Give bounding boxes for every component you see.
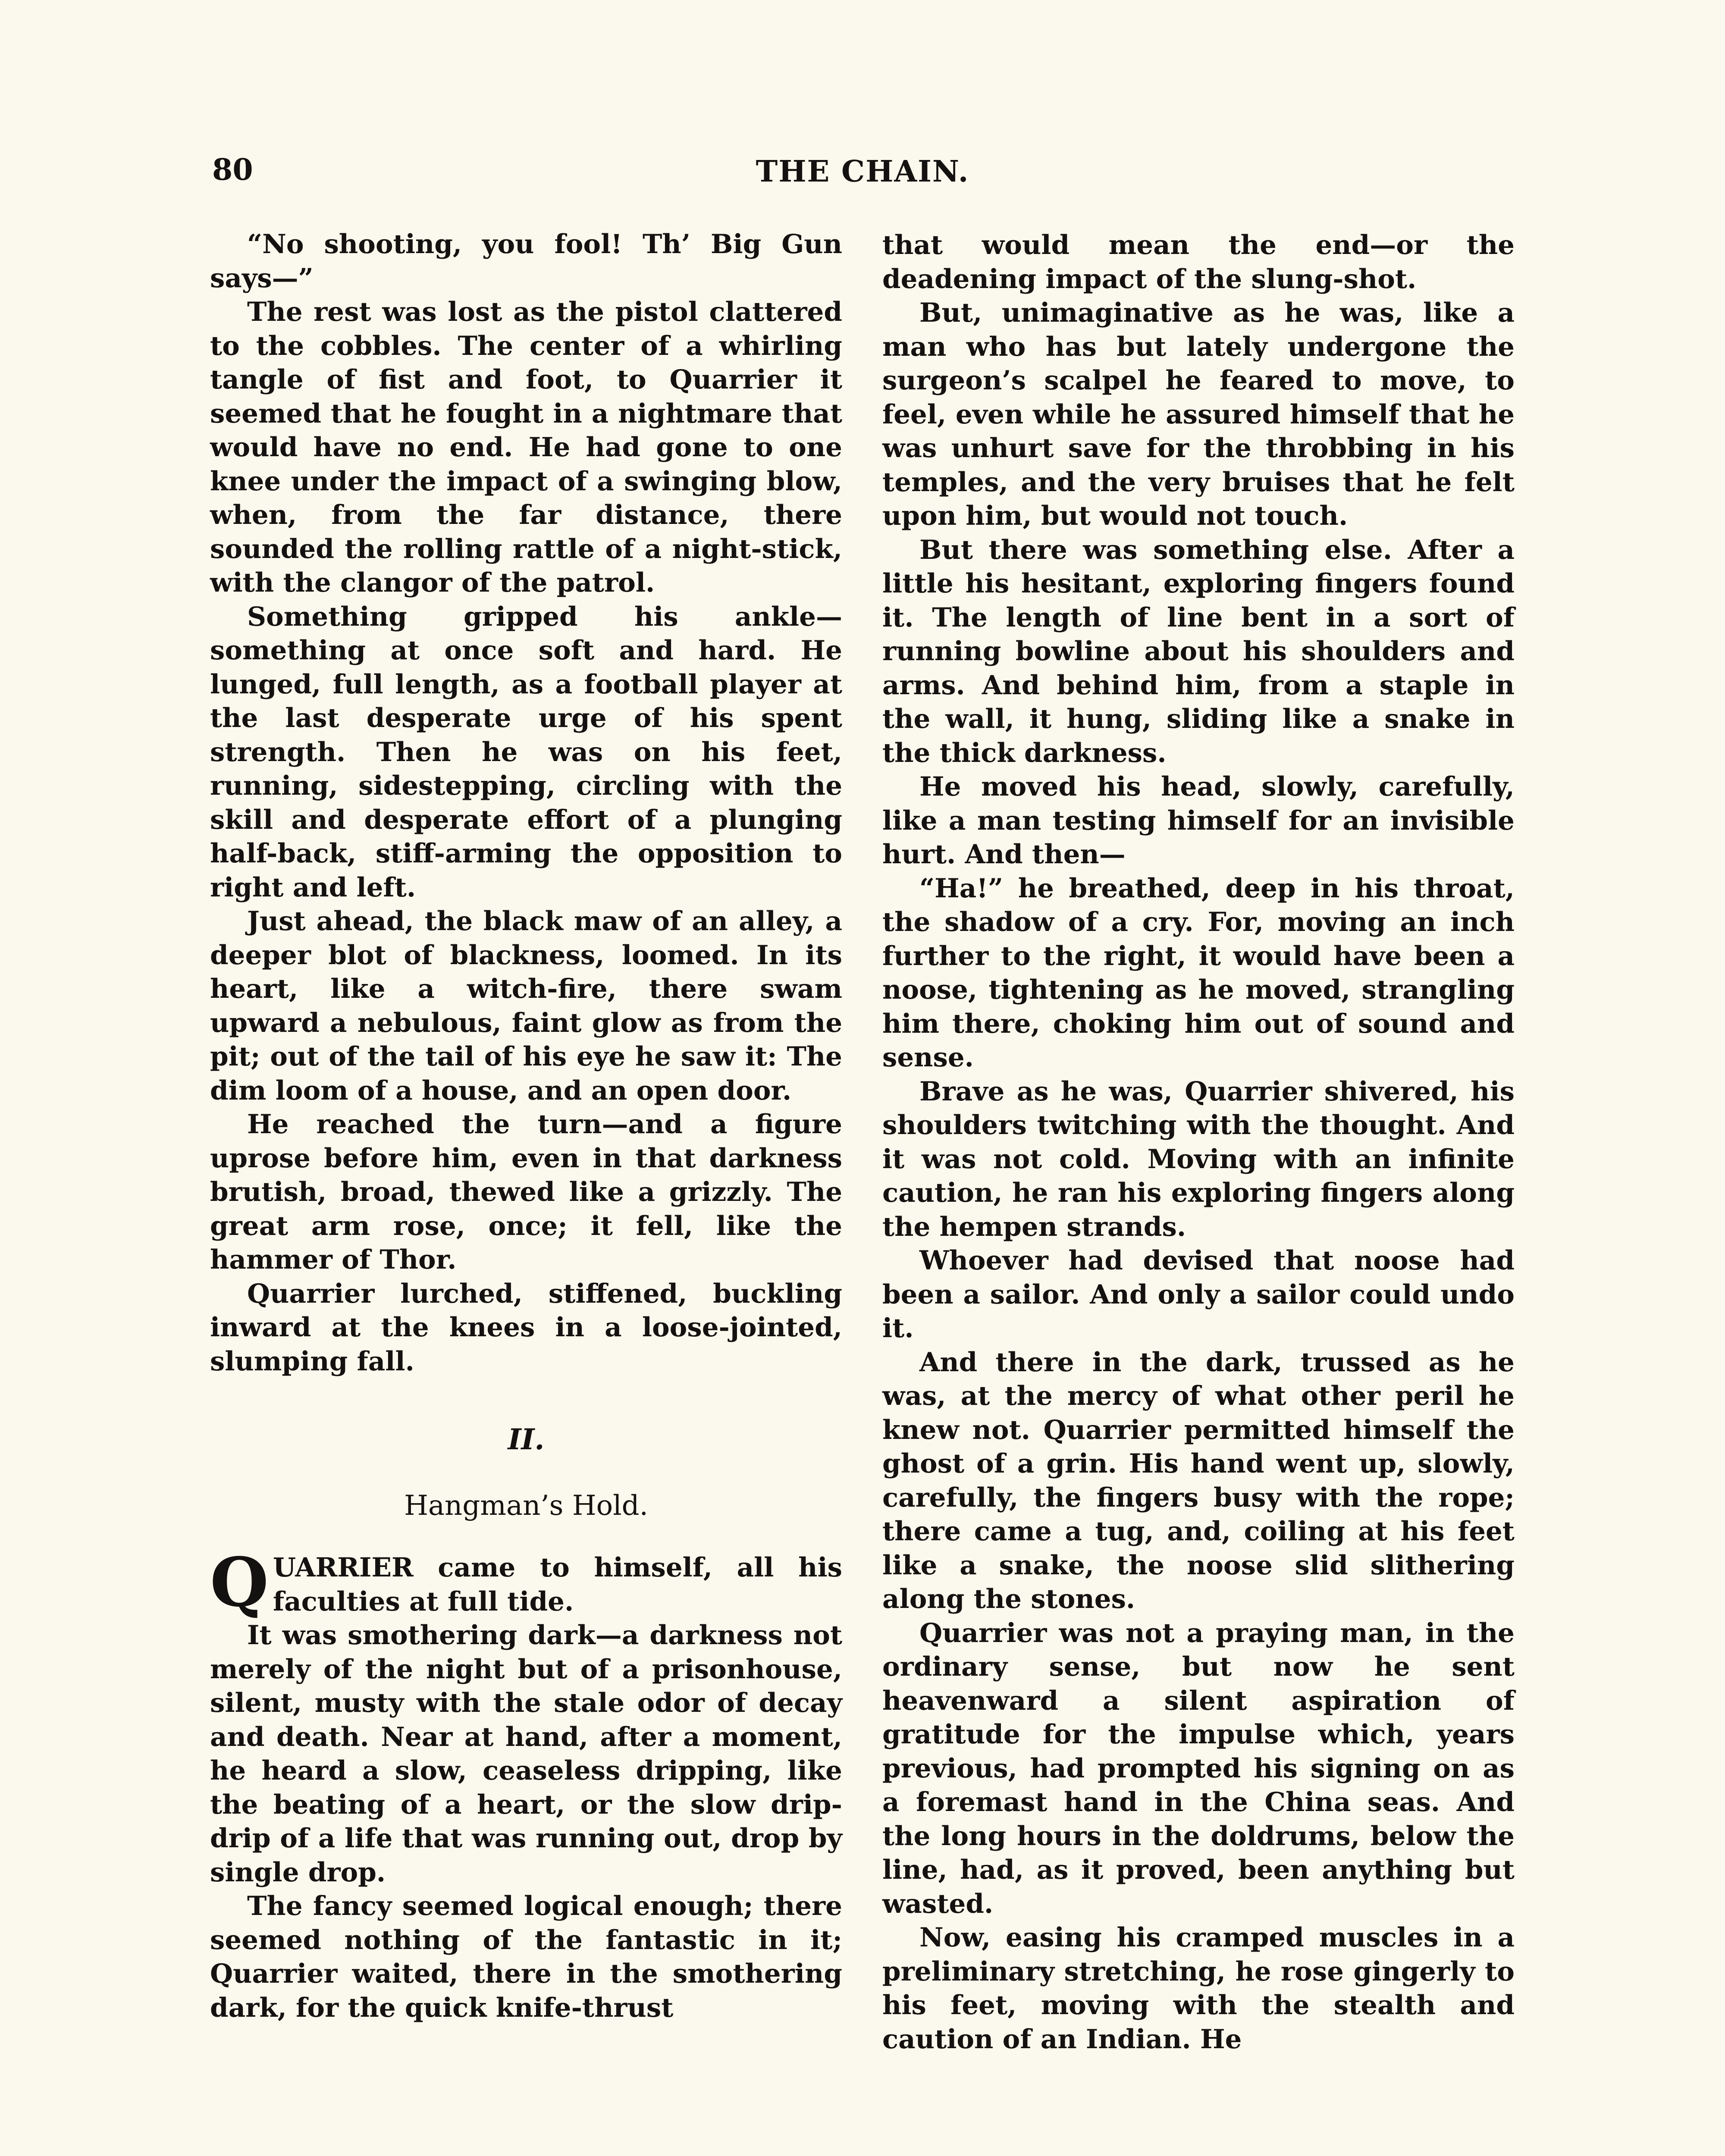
paragraph: He moved his head, slowly, carefully, like a man testing himself for an invisible hurt. And then— [882,771,1515,870]
page-number: 80 [212,153,253,187]
paragraph: The fancy seemed logical enough; there seemed nothing of the fantastic in it; Quarrier waited, there in the smothering dark, for the quick knife-thrust [210,1891,842,2023]
paragraph: Whoever had devised that noose had been a sailor. And only a sailor could undo it. [882,1245,1515,1344]
paragraph: “Ha!” he breathed, deep in his throat, the shadow of a cry. For, moving an inch further to the right, it would have been a noose, tightening as he moved, strangling him there, choking him out of sound and sense. [882,873,1515,1073]
paragraph: But there was something else. After a little his hesitant, exploring fingers found it. The length of line bent in a sort of running bowline about his shoulders and arms. And behind him, from a staple in the wall, it hung, sliding like a snake in the thick darkness. [882,534,1515,768]
left-column [210,228,842,2025]
paragraph: But, unimaginative as he was, like a man who has but lately undergone the surgeon’s scalpel he feared to move, to feel, even while he assured himself that he was unhurt save for the throbbing in his temples, and the very bruises that he felt upon him, but would not touch. [882,298,1515,531]
paragraph: The rest was lost as the pistol clattered to the cobbles. The center of a whirling tangle of fist and foot, to Quarrier it seemed that he fought in a nightmare that would have no end. He had gone to one knee under the impact of a swinging blow, when, from the far distance, there sounded the rolling rattle of a night-stick, with the clangor of the patrol. [210,297,842,598]
paragraph: It was smothering dark—a darkness not merely of the night but of a prisonhouse, silent, musty with the stale odor of decay and death. Near at hand, after a moment, he heard a slow, ceaseless dripping, like the beating of a heart, or the slow drip-drip of a life that was running out, drop by single drop. [210,1620,842,1888]
paragraph: And there in the dark, trussed as he was, at the mercy of what other peril he knew not. Quarrier permitted himself the ghost of a grin. His hand went up, slowly, carefully, the fingers busy with the rope; there came a tug, and, coiling at his feet like a snake, the noose slid slithering along the stones. [882,1347,1515,1614]
paragraph: Now, easing his cramped muscles in a preliminary stretching, he rose gingerly to his feet, moving with the stealth and caution of an Indian. He [882,1922,1515,2055]
right-column [882,229,1515,2056]
chapter-title: Hangman’s Hold. [404,1490,648,1522]
paragraph: “No shooting, you fool! Th’ Big Gun says—” [210,229,842,294]
drop-cap: Q [210,1543,269,1622]
running-head: THE CHAIN. [756,154,969,189]
chapter-opening-paragraph [210,1543,842,1622]
paragraph: Quarrier was not a praying man, in the ordinary sense, but now he sent heavenward a silent aspiration of gratitude for the impulse which, years previous, had prompted his signing on as a foremast hand in the China seas. And the long hours in the doldrums, below the line, had, as it proved, been anything but wasted. [882,1617,1515,1919]
paragraph: Quarrier lurched, stiffened, buckling inward at the knees in a loose-jointed, slumping fall. [210,1278,842,1377]
continued-paragraph: that would mean the end—or the deadening impact of the slung-shot. [882,230,1515,295]
paragraph: Something gripped his ankle—something at once soft and hard. He lunged, full length, as a football player at the last desperate urge of his spent strength. Then he was on his feet, running, sidestepping, circling with the skill and desperate effort of a plunging half-back, stiff-arming the opposition to right and left. [210,601,842,903]
chapter-number: II. [508,1423,545,1456]
paragraph: Brave as he was, Quarrier shivered, his shoulders twitching with the thought. And it was not cold. Moving with an infinite caution, he ran his exploring fingers along the hempen strands. [882,1076,1515,1242]
paragraph: He reached the turn—and a figure uprose before him, even in that darkness brutish, broad, thewed like a grizzly. The great arm rose, once; it fell, like the hammer of Thor. [210,1109,842,1275]
paragraph: Just ahead, the black maw of an alley, a deeper blot of blackness, loomed. In its heart, like a witch-fire, there swam upward a nebulous, faint glow as from the pit; out of the tail of his eye he saw it: The dim loom of a house, and an open door. [210,906,842,1106]
opening-text: UARRIER came to himself, all his faculties at full tide. [273,1552,842,1617]
